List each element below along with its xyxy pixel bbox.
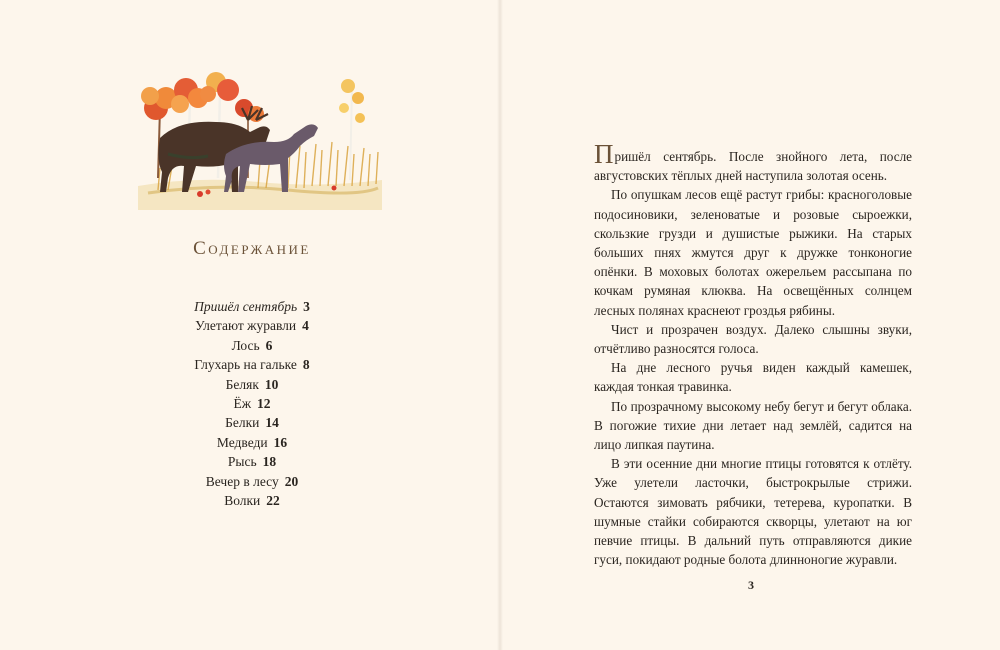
paragraph: На дне лесного ручья виден каждый камешек, каждая тонкая травинка.: [594, 360, 912, 395]
toc-item[interactable]: Ёж 12: [233, 395, 271, 411]
toc-item[interactable]: Глухарь на гальке 8: [194, 357, 310, 373]
toc-item[interactable]: Лось 6: [231, 337, 273, 353]
page-number: 3: [748, 578, 754, 592]
drop-cap: П: [594, 139, 614, 169]
paragraph: В эти осенние дни многие птицы готовятся к отлёту. Уже улетели ласточки, быстрокрылые стрижи. Остаются зимовать рябчики, тетерева, куропатки. В шумные стайки собираются скворцы, улетают на юг певчие птицы. В дальний путь отправляются дикие гуси, покидают родные болота длинноногие журавли.: [594, 456, 912, 568]
toc-item[interactable]: Медведи 16: [216, 434, 288, 450]
page-gutter: [497, 0, 503, 650]
paragraph: По прозрачному высокому небу бегут и бегут облака. В погожие тихие дни летает над землёй, садится на лицо липкая паутина.: [594, 398, 912, 453]
toc-item[interactable]: Белки 14: [225, 415, 279, 431]
table-of-contents: [140, 297, 364, 510]
toc-title: Содержание: [193, 238, 311, 259]
paragraph: Пришёл сентябрь. После знойного лета, после августовских тёплых дней наступила золотая осень.: [594, 139, 912, 184]
toc-item[interactable]: Пришёл сентябрь 3: [194, 299, 310, 314]
toc-item[interactable]: Улетают журавли 4: [195, 318, 309, 334]
moose-illustration: [138, 68, 382, 210]
toc-item[interactable]: Рысь 18: [227, 454, 277, 470]
paragraph: Чист и прозрачен воздух. Далеко слышны звуки, отчётливо разносятся голоса.: [594, 321, 912, 357]
story-text: [594, 139, 912, 569]
toc-item[interactable]: Вечер в лесу 20: [205, 473, 299, 489]
paragraph: По опушкам лесов ещё растут грибы: красноголовые подосиновики, зеленоватые и розовые сыроежки, скользкие грузди и душистые рыжики. На старых больших пнях жмутся друг к дружке тонконогие опёнки. В моховых болотах ожерельем рассыпана по кочкам румяная клюква. На освещённых солнцем лесных полянах краснеют гроздья рябины.: [594, 187, 912, 318]
toc-item[interactable]: Волки 22: [224, 492, 280, 508]
toc-item[interactable]: Беляк 10: [225, 376, 279, 392]
